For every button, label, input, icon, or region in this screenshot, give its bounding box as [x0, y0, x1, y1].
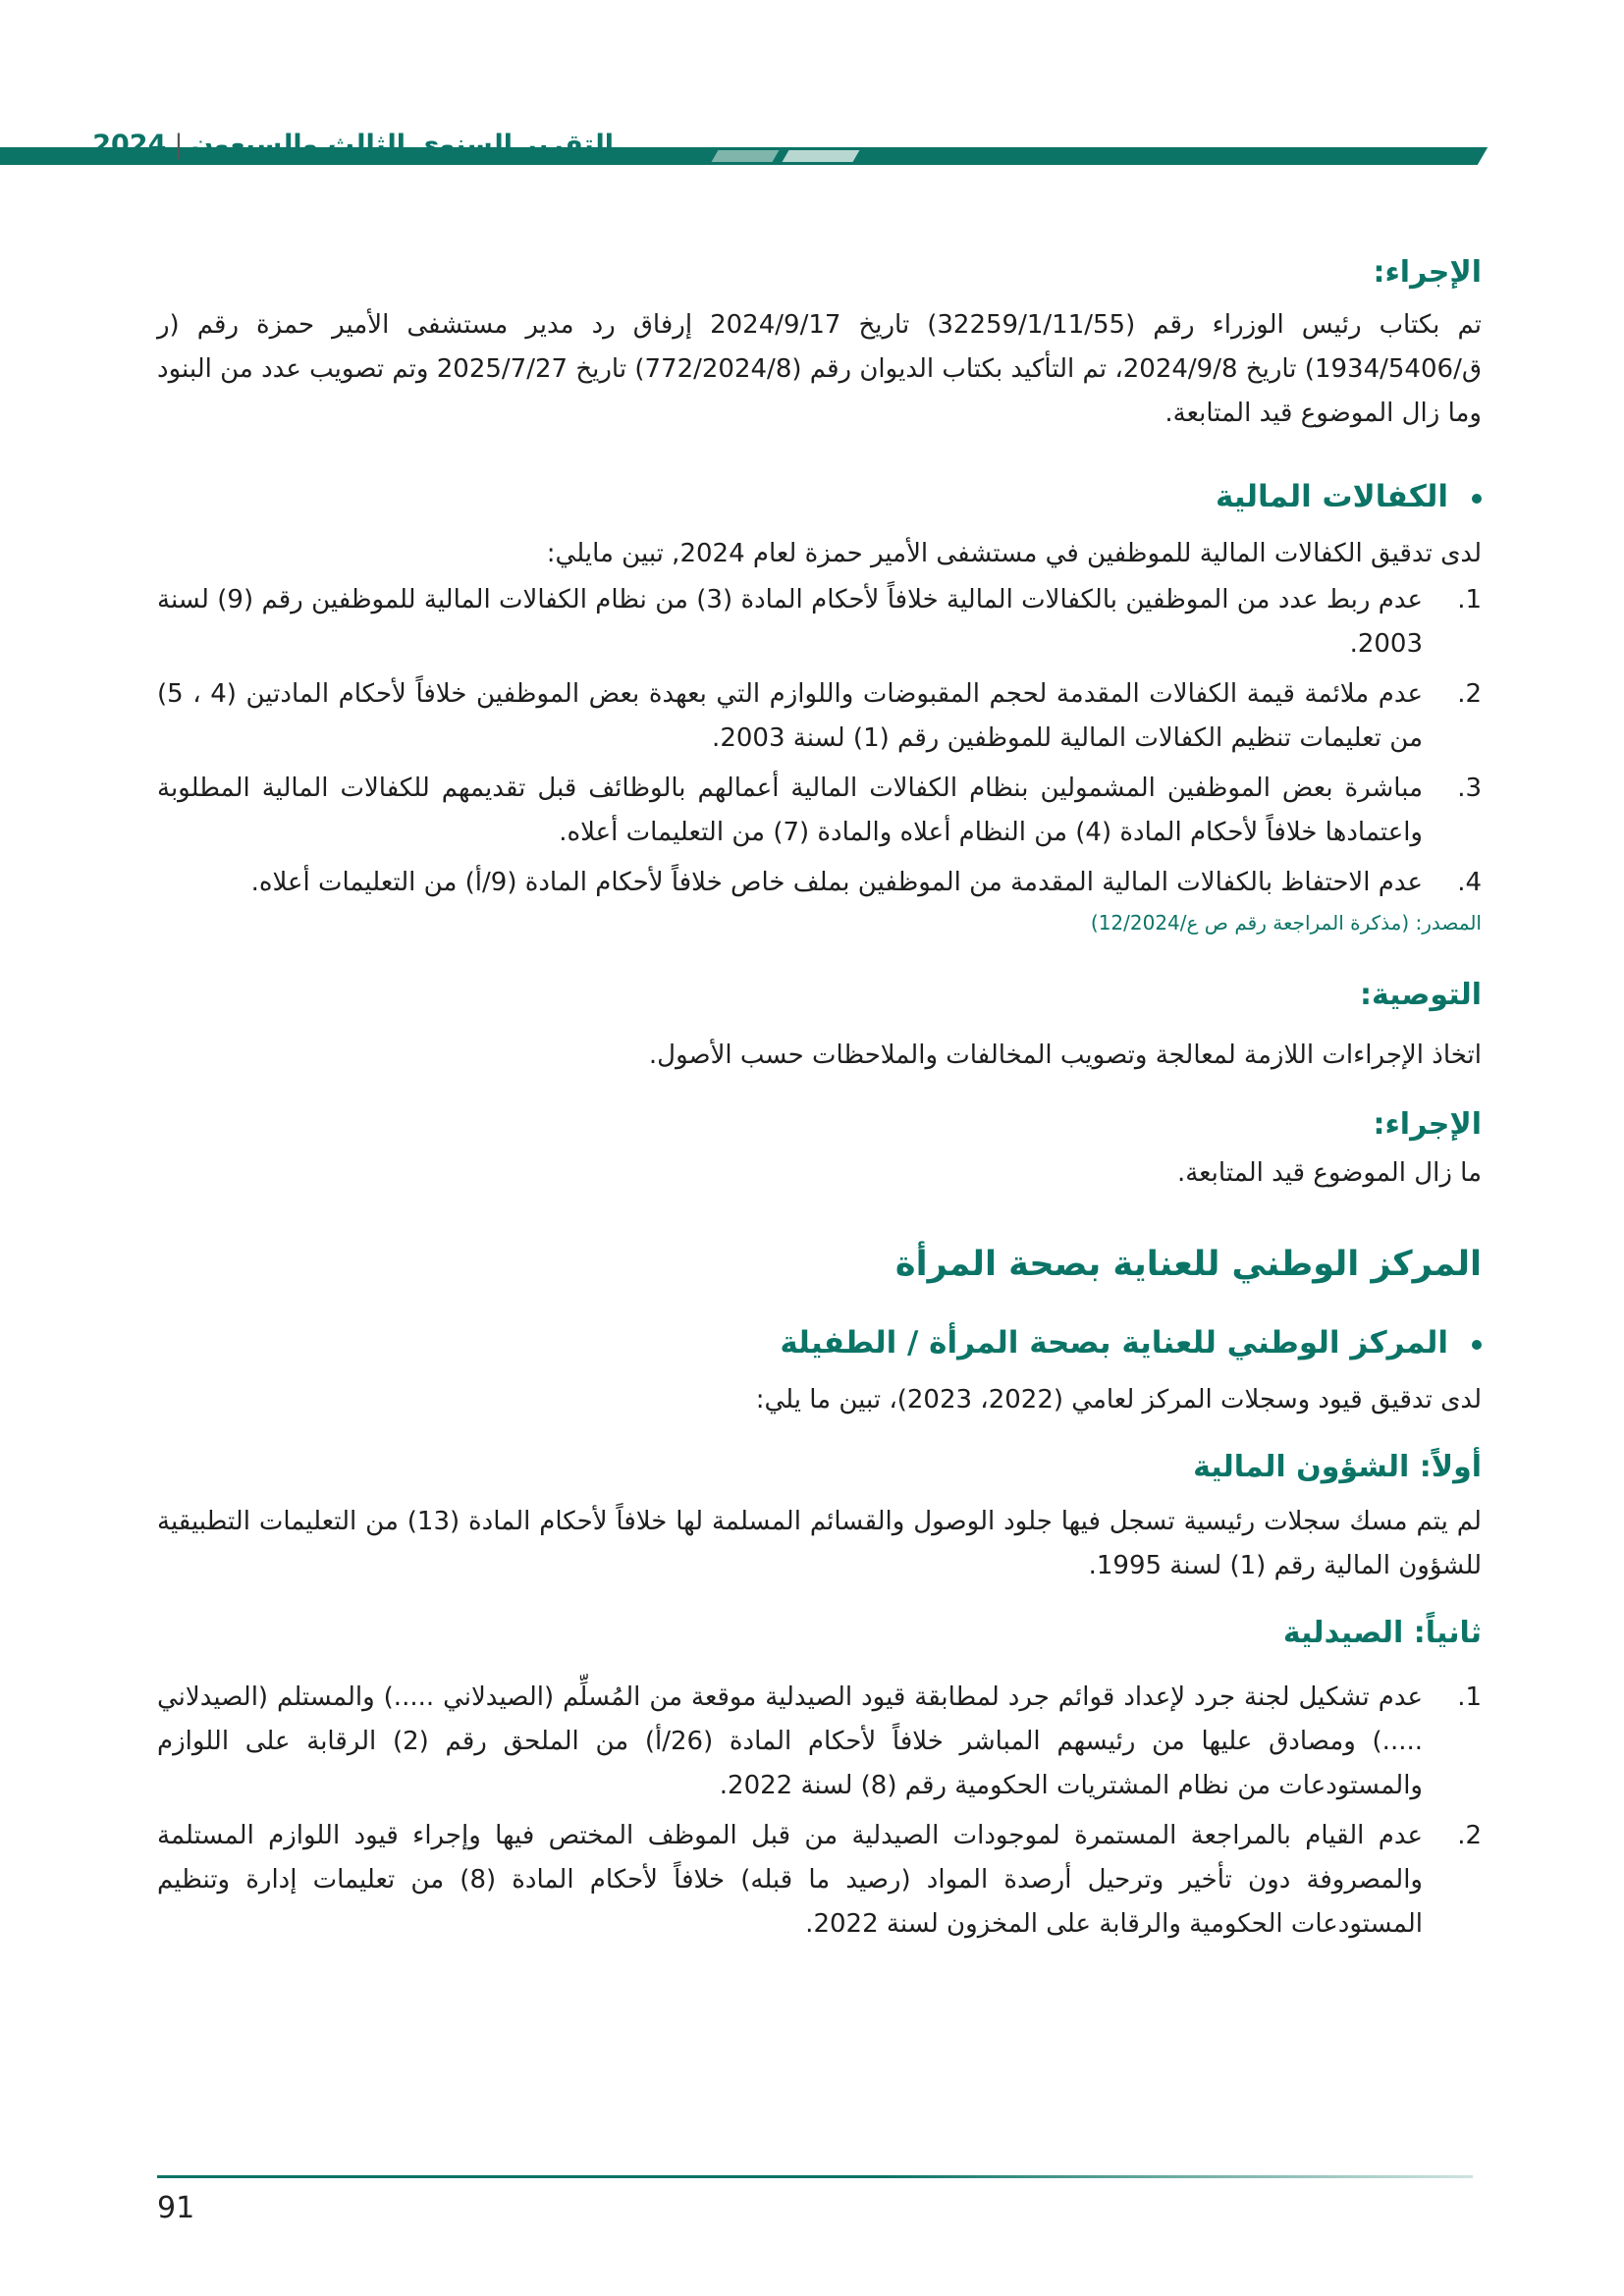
guarantees-intro: لدى تدقيق الكفالات المالية للموظفين في مستشفى الأمير حمزة لعام 2024, تبين مايلي:: [546, 539, 1482, 568]
list-item: [157, 1676, 1482, 1808]
center-title: المركز الوطني للعناية بصحة المرأة: [894, 1245, 1482, 1284]
report-year: 2024: [92, 130, 167, 160]
list-item: [157, 767, 1482, 855]
running-header: [92, 130, 614, 160]
footer-divider: [157, 2175, 1473, 2178]
list-item-number: 3.: [1457, 774, 1482, 803]
procedure-label-2: الإجراء:: [1373, 1107, 1482, 1142]
list-item-number: 1.: [1457, 585, 1482, 614]
list-item: [157, 861, 1482, 905]
source-note: المصدر: (مذكرة المراجعة رقم ص ع/12/2024): [1090, 911, 1482, 934]
list-item: [157, 578, 1482, 667]
guarantees-list: [157, 578, 1482, 905]
list-item-text: مباشرة بعض الموظفين المشمولين بنظام الكفالات المالية أعمالهم بالوظائف قبل تقديمهم للكفالات المالية المطلوبة واعتمادها خلافاً لأحكام المادة (4) من النظام أعلاه والمادة (7) من التعليمات أعلاه.: [157, 774, 1423, 847]
report-title: التقرير السنوي الثالث والسبعون: [190, 130, 614, 160]
bullet-dot-icon: [1472, 1340, 1482, 1350]
bullet-dot-icon: [1472, 494, 1482, 504]
list-item-text: عدم ربط عدد من الموظفين بالكفالات المالية خلافاً لأحكام المادة (3) من نظام الكفالات المالية للموظفين رقم (9) لسنة 2003.: [157, 585, 1423, 659]
list-item-text: عدم تشكيل لجنة جرد لإعداد قوائم جرد لمطابقة قيود الصيدلية موقعة من المُسلِّم (الصيدلاني .....) والمستلم (الصيدلاني .....) ومصادق عليها من رئيسهم المباشر خلافاً لأحكام المادة (26/أ) من الملحق رقم (2) الرقابة على اللوازم والمستودعات من نظام المشتريات الحكومية رقم (8) لسنة 2022.: [157, 1682, 1423, 1800]
header-band-accent-mid: [712, 150, 780, 162]
list-item-number: 2.: [1457, 1821, 1482, 1850]
header-band-accent-light: [783, 150, 860, 162]
financial-affairs-label: أولاً: الشؤون المالية: [1193, 1450, 1482, 1484]
center-subheading-text: المركز الوطني للعناية بصحة المرأة / الطفيلة: [780, 1325, 1448, 1361]
list-item-text: عدم القيام بالمراجعة المستمرة لموجودات الصيدلية من قبل الموظف المختص فيها وإجراء قيود اللوازم المستلمة والمصروفة دون تأخير وترحيل أرصدة المواد (رصيد ما قبله) خلافاً لأحكام المادة (8) من تعليمات إدارة وتنظيم المستودعات الحكومية والرقابة على المخزون لسنة 2022.: [157, 1821, 1423, 1939]
list-item: [157, 1814, 1482, 1947]
guarantees-heading: [157, 479, 1482, 514]
procedure-text: تم بكتاب رئيس الوزراء رقم (32259/1/11/55) تاريخ 2024/9/17 إرفاق رد مدير مستشفى الأمير حمزة رقم (ر ق/1934/5406) تاريخ 2024/9/8، تم التأكيد بكتاب الديوان رقم (772/2024/8) تاريخ 2025/7/27 وتم تصويب عدد من البنود وما زال الموضوع قيد المتابعة.: [157, 310, 1482, 428]
list-item-number: 1.: [1457, 1682, 1482, 1712]
recommendation-text: اتخاذ الإجراءات اللازمة لمعالجة وتصويب المخالفات والملاحظات حسب الأصول.: [648, 1041, 1482, 1070]
center-intro: لدى تدقيق قيود وسجلات المركز لعامي (2022، 2023)، تبين ما يلي:: [755, 1385, 1482, 1415]
recommendation-label: التوصية:: [1359, 978, 1482, 1012]
list-item-text: عدم ملائمة قيمة الكفالات المقدمة لحجم المقبوضات واللوازم التي بعهدة بعض الموظفين خلافاً لأحكام المادتين (4 ، 5) من تعليمات تنظيم الكفالات المالية للموظفين رقم (1) لسنة 2003.: [157, 679, 1423, 753]
procedure-label: الإجراء:: [1373, 255, 1482, 290]
guarantees-heading-text: الكفالات المالية: [1215, 479, 1448, 514]
financial-affairs-text: لم يتم مسك سجلات رئيسية تسجل فيها جلود الوصول والقسائم المسلمة لها خلافاً لأحكام المادة (13) من التعليمات التطبيقية للشؤون المالية رقم (1) لسنة 1995.: [157, 1507, 1482, 1580]
page-content: [157, 245, 1482, 1952]
center-subheading: [157, 1325, 1482, 1361]
list-item-number: 2.: [1457, 679, 1482, 709]
pharmacy-list: [157, 1676, 1482, 1947]
header-band-dark: [771, 147, 1488, 165]
list-item-number: 4.: [1457, 868, 1482, 897]
list-item-text: عدم الاحتفاظ بالكفالات المالية المقدمة من الموظفين بملف خاص خلافاً لأحكام المادة (9/أ) من التعليمات أعلاه.: [250, 868, 1423, 897]
procedure-text-2: ما زال الموضوع قيد المتابعة.: [1176, 1158, 1482, 1188]
header-separator: |: [174, 130, 184, 160]
page-number: 91: [157, 2191, 195, 2225]
list-item: [157, 672, 1482, 761]
pharmacy-label: ثانياً: الصيدلية: [1282, 1616, 1482, 1650]
